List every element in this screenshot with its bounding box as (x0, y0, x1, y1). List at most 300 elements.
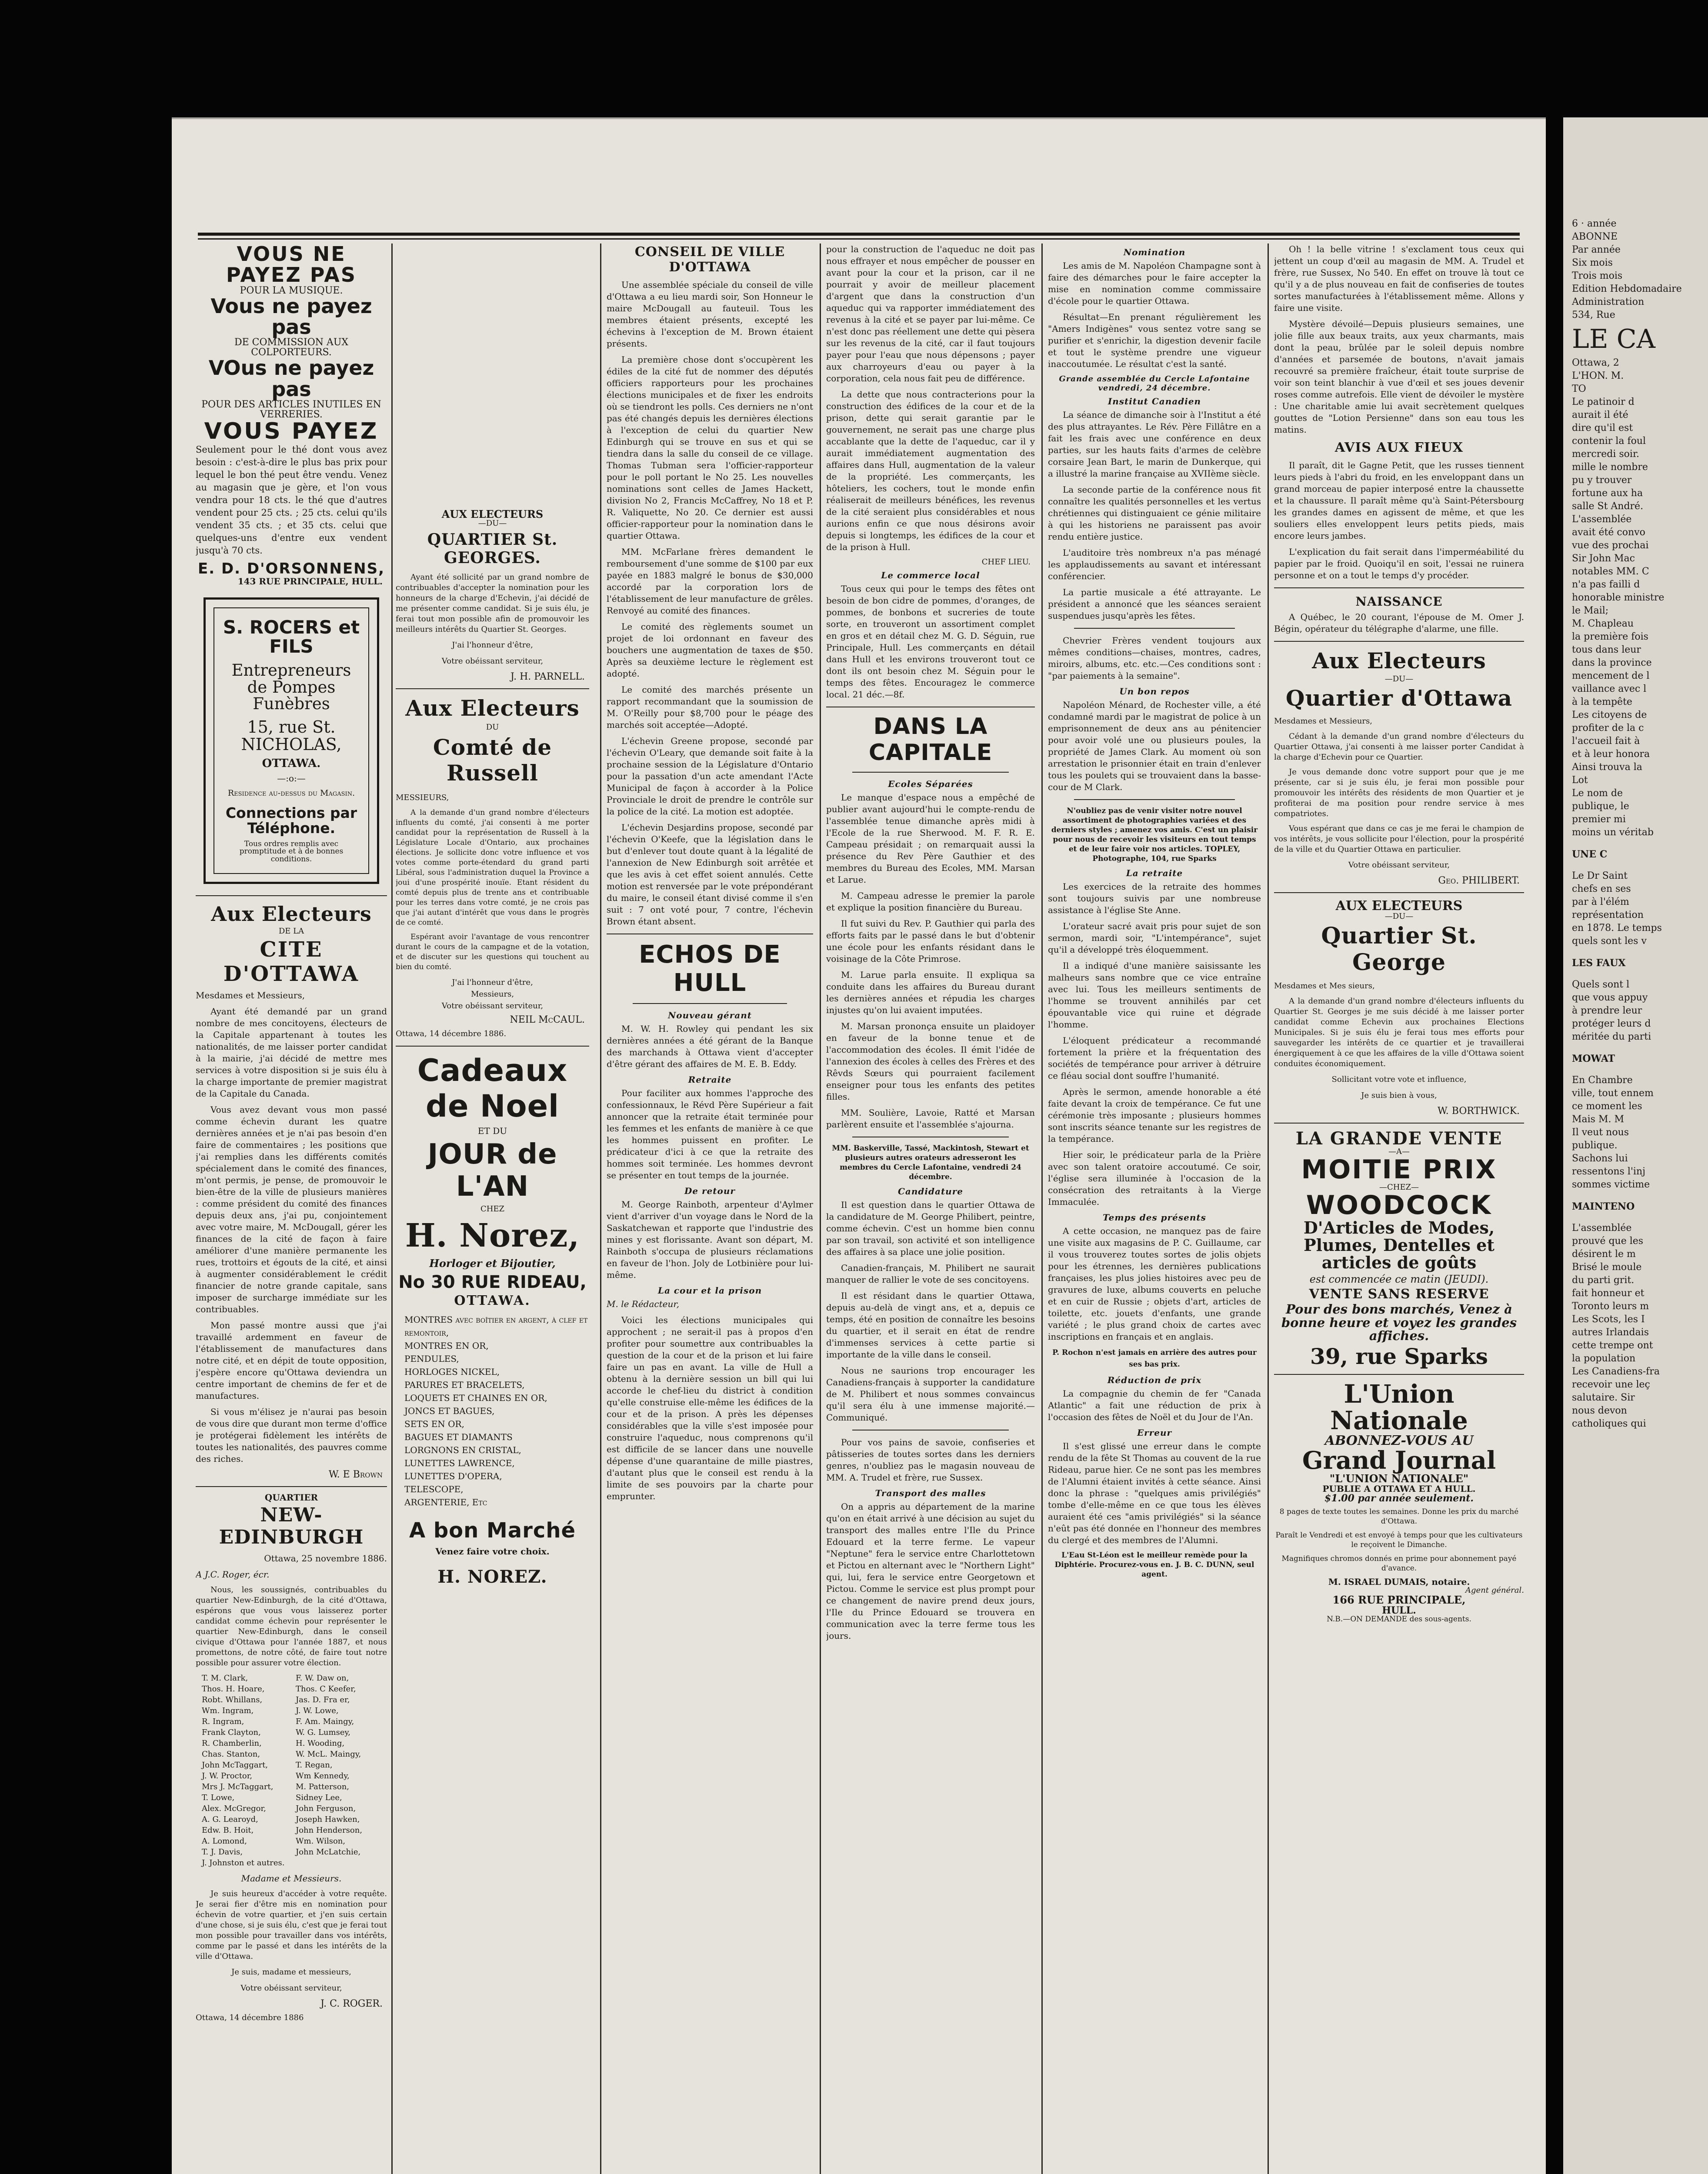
adjacent-page-line: publique, le (1572, 801, 1629, 812)
adjacent-page-line: Il veut nous (1572, 1127, 1629, 1138)
divider (1274, 1374, 1524, 1375)
ad-trade: Horloger et Bijoutier, (429, 1257, 556, 1270)
ad-subline: CHEZ (480, 1204, 505, 1214)
new-edinburgh-notice (196, 1493, 387, 2024)
paragraph: Il fut suivi du Rev. P. Gauthier qui parla des efforts faits par le passé dans le but d'obtenir une école pour les enfants résidant dans le voisinage de la Côte Primrose. (826, 918, 1035, 964)
ad-title: JOUR de L'AN (427, 1138, 557, 1203)
adjacent-page-line: dans la province (1572, 657, 1652, 668)
subheading: Candidature (898, 1186, 963, 1197)
paragraph: Tous ceux qui pour le temps des fêtes ont besoin de bon cidre de pommes, d'oranges, de pommes, de bonbons et sucreries de toute sorte, en trouveront un assortiment complet en gros et en détail chez M. G. D. Séguin, rue Principale, Hull. Les commerçants en détail dans Hull et les environs trouveront tout ce dont ils ont besoin chez M. Séguin pour le temps des fêtes. Encouragez le commerce local. 21 déc.—8f. (826, 584, 1035, 700)
philibert-notice (1274, 648, 1524, 886)
notice-title: Quartier d'Ottawa (1285, 685, 1513, 711)
subheading: Réduction de prix (1107, 1375, 1202, 1385)
adjacent-page-line: catholiques qui (1572, 1418, 1646, 1429)
header-rule (198, 233, 1520, 240)
adjacent-page-line: ce moment les (1572, 1101, 1642, 1112)
signatory-name: W. G. Lumsey, (296, 1727, 350, 1737)
paragraph: La partie musicale a été attrayante. Le président a annoncé que les séances seraient suspendues jusqu'après les fêtes. (1048, 587, 1261, 621)
adjacent-page-line: Ainsi trouva la (1572, 762, 1642, 773)
paragraph: Il paraît, dit le Gagne Petit, que les russes tiennent leurs pieds à l'abri du froid, en les enveloppant dans un grand morceau de papier interposé entre la chaussette et la chaussure. Il paraît même qu'à Saint-Pétersbourg les grandes dames en agissent de même, et que les souliers elles enveloppent leurs petits pieds, mais encore leurs jambes. (1274, 460, 1524, 541)
subheading: Grande assemblée du Cercle Lafontaine vendredi, 24 décembre. (1059, 374, 1250, 393)
notice-subheading: DU (486, 723, 499, 732)
ad-footnote: N.B.—ON DEMANDE des sous-agents. (1327, 1614, 1471, 1624)
divider (1274, 641, 1524, 642)
ad-item: PARURES ET BRACELETS, (404, 1379, 525, 1390)
date: Ottawa, 14 décembre 1886. (396, 1029, 507, 1038)
signature: Geo. PHILIBERT. (1438, 875, 1520, 886)
adjacent-page-line: Les Scots, les I (1572, 1314, 1645, 1325)
signatory-name: A. Lomond, (202, 1836, 247, 1846)
ad-item: LUNETTES LAWRENCE, (404, 1457, 515, 1468)
adjacent-page-line: Le patinoir d (1572, 397, 1635, 407)
paragraph: Résultat—En prenant régulièrement les "Amers Indigènes" vous sentez votre sang se purifier et s'enrichir, la digestion devenir facile et tout le système prendre une vigueur inaccoutumée. Le résultat c'est la santé. (1048, 312, 1261, 369)
column-rule (1041, 243, 1043, 2174)
paragraph: Nous ne saurions trop encourager les Canadiens-français à supporter la candidature de M. Philibert et nous sommes convaincus qu'il sera élu à une immense majorité.—Communiqué. (826, 1365, 1035, 1423)
paragraph: Il est question dans le quartier Ottawa de la candidature de M. George Philibert, peintre, comme échevin. C'est un homme bien connu par son travail, son activité et son intelligence des affaires à sa place une jolie position. (826, 1200, 1035, 1257)
signatory-name: T. Regan, (296, 1760, 333, 1770)
signature: J. H. PARNELL. (510, 671, 585, 683)
ad-headline: VOus ne payez pas (208, 356, 374, 401)
signatory-name: Mrs J. McTaggart, (202, 1782, 274, 1791)
adjacent-page-line: Sachons lui (1572, 1153, 1628, 1164)
date: Ottawa, 14 décembre 1886 (196, 2013, 304, 2022)
subheading: Erreur (1137, 1427, 1172, 1438)
salutation: Mesdames et Mes sieurs, (1274, 981, 1375, 991)
adjacent-page-edge (1563, 117, 1708, 2174)
tea-advertisement (196, 243, 387, 586)
adjacent-page-line: Les citoyens de (1572, 710, 1647, 720)
funeral-firm-name: S. ROCERS et FILS (223, 616, 360, 657)
paragraph: Ayant été demandé par un grand nombre de mes concitoyens, électeurs de la Capitale appartenant à toutes les nationalités, de me laisser porter candidat à la mairie, j'ai décidé de mettre mes services à votre disposition si je suis élu à la charge importante de premier magistrat de la Capitale du Canada. (196, 1006, 387, 1099)
adjacent-page-line: En Chambre (1572, 1075, 1633, 1086)
addressee: M. le Rédacteur, (607, 1299, 680, 1309)
adjacent-page-line: MOWAT (1572, 1053, 1615, 1064)
adjacent-page-line: salle St André. (1572, 501, 1644, 512)
paragraph: L'échevin Greene propose, secondé par l'échevin O'Leary, que demande soit faite à la prochaine session de la Législature d'Ontario pour la passation d'un acte amendant l'Acte Municipal de façon à accorder à la Police Provinciale le droit de prendre le contrôle sur la police de la cité. La motion est adoptée. (607, 736, 813, 817)
ad-item: MONTRES avec boîtier en argent, à clef et remontoir, (404, 1314, 588, 1338)
ad-address: 39, rue Sparks (1310, 1343, 1488, 1369)
ad-item: LORGNONS EN CRISTAL, (404, 1444, 521, 1455)
section-headline: ECHOS DE HULL (639, 940, 781, 997)
adjacent-page-line: L'assemblée (1572, 514, 1632, 525)
adjacent-page-line: 534, Rue (1572, 310, 1615, 320)
adjacent-page-line: par à l'élém (1572, 897, 1629, 907)
paragraph: Il est résidant dans le quartier Ottawa, depuis au-delà de vingt ans, et a, depuis ce temps, été en position de connaître les besoins du quartier, et il serait en état de rendre d'immenses services à cette partie si importante de la ville dans le conseil. (826, 1290, 1035, 1360)
signatory-name: F. Am. Maingy, (296, 1717, 354, 1726)
adjacent-page-line: Lot (1572, 775, 1588, 786)
notice-heading: Aux Electeurs (405, 695, 580, 721)
subheading: Un bon repos (1119, 686, 1190, 697)
adjacent-page-line: L'HON. M. (1572, 370, 1624, 381)
paragraph: On a appris au département de la marine qu'on en était arrivé à une décision au sujet du transport des malles entre l'Ile du Prince Edouard et la terre ferme. Le vapeur "Neptune" fera le service entre Charlottetown et Pictou en alternant avec le "Northern Light" qui, lui, fera le service entre Georgetown et Pictou. Comme le service est plus prompt pour ce changement de navire prend deux jours, l'Ile du Prince Edouard se trouvera en communication avec la terre ferme tous les jours. (826, 1501, 1035, 1641)
ad-subline: ET DU (477, 1125, 507, 1136)
paragraph: La dette que nous contracterions pour la construction des édifices de la cour et de la prison, dette qui serait garantie par le gouvernement, ne serait pas une charge plus accablante que la dette de l'aqueduc, car il y aurait immédiatement augmentation des affaires dans Hull, augmentation de la valeur de la propriété. Les commerçants, les hôteliers, les cochers, tout le monde enfin réaliserait de meilleurs bénéfices, les revenus de la cité seraient plus considérables et nous aurions enfin ce que nous désirons avoir depuis si longtemps, les édifices de la cour et de la prison à Hull. (826, 389, 1035, 552)
agent-city: HULL. (1382, 1604, 1416, 1616)
paragraph: Il s'est glissé une erreur dans le compte rendu de la fête St Thomas au couvent de la rue Rideau, parue hier. Ce ne sont pas les membres de l'Alumni étaient invités à cette séance. Ainsi donc la phrase : "quelques amis privilégiés" tombe d'elle-même en ce que tous les élèves auraient été ces "amis privilégiés" si la séance n'eût pas été donnée en l'honneur des membres du clergé et des membres de l'Alumni. (1048, 1441, 1261, 1545)
signatory-name: Alex. McGregor, (202, 1804, 266, 1813)
divider (1074, 799, 1235, 800)
adjacent-page-line: Edition Hebdomadaire (1572, 283, 1682, 294)
column-rule (820, 243, 821, 2174)
adjacent-page-line: premier mi (1572, 814, 1626, 825)
divider (1274, 1123, 1524, 1124)
ad-headline: MOITIE PRIX (1301, 1154, 1497, 1185)
ad-tagline: Venez faire votre choix. (435, 1546, 550, 1557)
ad-headline: VOUS PAYEZ (204, 418, 379, 445)
paragraph: Une assemblée spéciale du conseil de ville d'Ottawa a eu lieu mardi soir, Son Honneur le maire McDougall au fauteuil. Tous les membres étaient présents, excepté les échevins à l'exception de M. Brown étaient présents. (607, 280, 813, 349)
paragraph: Chevrier Frères vendent toujours aux mêmes conditions—chaises, montres, cadres, miroirs, albums, etc. etc.—Ces conditions sont : "par paiements à la semaine". (1048, 635, 1261, 681)
ad-subline: PUBLIE A OTTAWA ET A HULL. (1322, 1483, 1476, 1494)
article-headline: AVIS AUX FIEUX (1334, 440, 1464, 455)
ad-subline: POUR DES ARTICLES INUTILES EN VERRERIES. (201, 399, 381, 420)
paragraph: M. Larue parla ensuite. Il expliqua sa conduite dans les affaires du Bureau durant les dernières années et répudia les charges injustes qu'on lui avaient imputées. (826, 970, 1035, 1015)
paragraph: L'orateur sacré avait pris pour sujet de son sermon, mardi soir, "L'intempérance", sujet qu'il a développé très éloquemment. (1048, 921, 1261, 955)
paragraph: Nous, les soussignés, contribuables du quartier New-Edinburgh, de la cité d'Ottawa, espérons que vous vous laisserez porter candidat comme échevin pour représenter le quartier New-Edinburgh, dans le conseil civique d'Ottawa pour l'année 1887, et nous promettons, de notre côté, de faire tout notre possible pour assurer votre élection. (196, 1585, 387, 1667)
adjacent-page-line: L'assemblée (1572, 1223, 1632, 1234)
adjacent-page-line: Brisé le moule (1572, 1262, 1642, 1273)
funeral-note: Tous ordres remplis avec promptitude et à de bonnes conditions. (239, 839, 344, 864)
paragraph: Espérant avoir l'avantage de vous rencontrer durant le cours de la campagne et de la votation, et de discuter sur les questions qui touchent au bien du comté. (396, 932, 589, 971)
ad-subline: POUR LA MUSIQUE. (240, 285, 343, 296)
ad-subline: DE COMMISSION AUX COLPORTEURS. (234, 337, 349, 358)
signatory-name: John Ferguson, (296, 1804, 356, 1813)
subheading: Nouveau gérant (668, 1010, 752, 1020)
paragraph: Si vous m'élisez je n'aurai pas besoin de vous dire que durant mon terme d'office je protégerai fidèlement les intérêts de toutes les nationalités, des pauvres comme des riches. (196, 1406, 387, 1464)
adjacent-page-line: Les Canadiens-fra (1572, 1366, 1660, 1377)
notice-title: NEW-EDINBURGH (219, 1504, 364, 1548)
column-4 (826, 243, 1035, 2174)
article-headline: CONSEIL DE VILLE D'OTTAWA (634, 244, 785, 275)
ad-subline: "L'UNION NATIONALE" (1329, 1472, 1469, 1485)
funeral-ad-inner (214, 607, 369, 874)
paragraph: L'explication du fait serait dans l'imperméabilité du papier par le froid. Quoiqu'il en soit, l'essai ne ruinera personne et on a tout le temps d'y procéder. (1274, 547, 1524, 580)
ad-item: MONTRES EN OR, (404, 1340, 489, 1351)
paragraph: Mon passé montre aussi que j'ai travaillé ardemment en faveur de l'établissement de manufactures dans notre cité, et en dépit de toute opposition, j'espère encore qu'Ottawa deviendra un centre important de chemins de fer et de manufactures. (196, 1320, 387, 1401)
paragraph: L'échevin Desjardins propose, secondé par l'échevin O'Keefe, que la législation dans le but d'enlever tout doute quant à la légalité de l'annexion de New Edinburgh soit arrêtée et que les avis à cet effet soient annulés. Cette motion est renversée par le vote prépondérant du maire, le conseil étant divisé comme il s'en suit : 7 ont voté pour, 7 contre, l'échevin Brown étant absent. (607, 822, 813, 927)
column-rule (391, 243, 393, 2174)
adjacent-page-line: LES FAUX (1572, 957, 1626, 969)
ad-item: LOQUETS ET CHAINES EN OR, (404, 1392, 547, 1403)
ad-address: No 30 RUE RIDEAU, (398, 1272, 587, 1293)
adjacent-page-line: notables MM. C (1572, 566, 1649, 577)
ad-headline: VOUS NE PAYEZ PAS (226, 243, 357, 287)
signatory-name: W. McL. Maingy, (296, 1749, 361, 1759)
ad-headline: Vous ne payez pas (210, 294, 372, 339)
signatory-name: Robt. Whillans, (202, 1695, 263, 1704)
column-2 (396, 243, 589, 2174)
adjacent-page-line: Trois mois (1572, 270, 1623, 281)
notice-heading: Aux Electeurs (1312, 648, 1486, 674)
agent-address: 166 RUE PRINCIPALE, (1332, 1594, 1466, 1607)
paragraph: MM. Soulière, Lavoie, Ratté et Marsan parlèrent ensuite et l'assemblée s'ajourna. (826, 1107, 1035, 1130)
paragraph: Les exercices de la retraite des hommes sont toujours suivis par une nombreuse assistance à l'église Ste Anne. (1048, 881, 1261, 915)
signatory-name: Frank Clayton, (202, 1727, 261, 1737)
signatory-name: Wm. Wilson, (296, 1836, 346, 1846)
ad-subline: —A— (1388, 1147, 1410, 1157)
signatories-list (196, 1673, 387, 1868)
adjacent-page-line: Par année (1572, 244, 1621, 255)
ad-city: OTTAWA. (454, 1293, 531, 1309)
adjacent-page-line: la première fois (1572, 631, 1648, 642)
signatory-name: R. Chamberlin, (202, 1738, 262, 1748)
adjacent-page-line: publique. (1572, 1140, 1618, 1151)
adjacent-page-line: ville, tout ennem (1572, 1088, 1654, 1099)
adjacent-page-line: du parti grit. (1572, 1275, 1635, 1286)
adjacent-page-line: Six mois (1572, 257, 1613, 268)
paragraph: A Québec, le 20 courant, l'épouse de M. Omer J. Bégin, opérateur du télégraphe d'alarme, une fille. (1274, 612, 1524, 634)
adjacent-page-line: protéger leurs d (1572, 1018, 1651, 1029)
adjacent-page-line: l'accueil fait à (1572, 736, 1640, 747)
subheading: Transport des malles (875, 1488, 986, 1498)
adjacent-page-line: mercredi soir. (1572, 449, 1640, 460)
closing: J'ai l'honneur d'être, (452, 640, 533, 650)
paragraph: Vous espérant que dans ce cas je me ferai le champion de vos intérêts, je vous sollicite pour l'élection, pour la prospérité de la ville et du Quartier Ottawa en particulier. (1274, 824, 1524, 854)
signatory-name: R. Ingram, (202, 1717, 244, 1726)
paragraph: M. George Rainboth, arpenteur d'Aylmer vient d'arriver d'un voyage dans le Nord de la Saskatchewan et rapporte que l'industrie des mines y est florissante. Avant son départ, M. Rainboth s'occupa de plusieurs réclamations en faveur de l'hon. Joly de Lotbinière pour lui-même. (607, 1199, 813, 1280)
column-3 (607, 243, 813, 2174)
signature: W. E Brown (328, 1469, 383, 1480)
notice-title: Quartier St. George (1321, 923, 1477, 976)
adjacent-page-line: fait honneur et (1572, 1288, 1645, 1299)
signatory-name: J. W. Lowe, (296, 1706, 339, 1715)
adjacent-page-line: honorable ministre (1572, 592, 1665, 603)
paragraph: La première chose dont s'occupèrent les édiles de la cité fut de nommer des députés officiers rapporteurs pour les prochaines élections municipales et de fixer les endroits où se tiendront les polls. Ces derniers ne n'ont pas été changés depuis les dernières élections à l'exception de celui du quartier New Edinburgh qui se trouve en sus et qui se tiendra dans la salle du conseil de ce village. Thomas Tubman sera l'officier-rapporteur pour le poll portant le No 25. Les nouvelles nominations sont celles de James Hackett, division No 2, Francis McCaffrey, No 18 et P. R. Valiquette, No 20. Ce dernier est aussi officier-rapporteur pour la nomination dans le quartier Ottawa. (607, 354, 813, 541)
paragraph: M. W. H. Rowley qui pendant les six dernières années a été gérant de la Banque des marchands à Ottawa vient d'accepter d'être gérant des affaires de M. E. B. Eddy. (607, 1024, 813, 1069)
signatory-name: Thos. H. Hoare, (202, 1684, 265, 1694)
divider (396, 688, 589, 689)
paragraph: A la demande d'un grand nombre d'électeurs influents du Quartier St. Georges je me suis décidé à me laisser porter candidat comme Echevin aux prochaines Elections Municipales. Si je suis élu je ferai tous mes efforts pour sauvegarder les intérêts de ce quartier et je travaillerai énergiquement à ce que les affaires de la ville d'Ottawa soient conduites économiquement. (1274, 997, 1524, 1069)
ad-body: Paraît le Vendredi et est envoyé à temps pour que les cultivateurs le reçoivent le Dimanche. (1275, 1530, 1523, 1549)
signature: NEIL McCAUL. (510, 1014, 585, 1025)
funeral-trade: Entrepreneurs de Pompes Funèbres (231, 660, 351, 714)
adjacent-page-line: contenir la foul (1572, 436, 1646, 447)
signatory-name: F. W. Daw on, (296, 1673, 349, 1683)
subheading: Nomination (1123, 247, 1186, 257)
divider (633, 1003, 787, 1004)
signatory-name: John McLatchie, (296, 1847, 361, 1857)
ad-subline: —CHEZ— (1379, 1183, 1419, 1192)
ad-item: LUNETTES D'OPERA, (404, 1470, 502, 1481)
subheading: Temps des présents (1103, 1212, 1206, 1223)
paragraph: La seconde partie de la conférence nous fit connaître les qualités personnelles et les vertus chrétiennes qui distinguaient ce génie militaire à qui les historiens ne paraissent pas avoir rendu entière justice. (1048, 484, 1261, 542)
paragraph: Les amis de M. Napoléon Champagne sont à faire des démarches pour le faire accepter la mise en nomination comme commissaire d'école pour le quartier Ottawa. (1048, 260, 1261, 306)
closing: Votre obéissant serviteur, (1348, 860, 1450, 870)
divider (1274, 892, 1524, 893)
paragraph: La compagnie du chemin de fer "Canada Atlantic" a fait une réduction de prix à l'occasion des fêtes de Noël et du Jour de l'An. (1048, 1388, 1261, 1422)
adjacent-page-line: le Mail; (1572, 605, 1609, 616)
ad-item: SETS EN OR, (404, 1418, 464, 1429)
signatory-name: Edw. B. Hoit, (202, 1825, 254, 1835)
union-nationale-advertisement (1274, 1381, 1524, 1623)
adjacent-page-line: Le nom de (1572, 788, 1623, 799)
closing: J'ai l'honneur d'être, (452, 977, 533, 987)
adjacent-page-line: représentation (1572, 910, 1644, 920)
adjacent-page-line: M. Chapleau (1572, 618, 1634, 629)
adjacent-page-line: vue des prochai (1572, 540, 1649, 551)
paragraph: Ayant été sollicité par un grand nombre de contribuables d'accepter la nomination pour les honneurs de la charge d'Echevin, j'ai décidé de me présenter comme candidat. Si je suis élu, je ferai tout mon possible afin de promouvoir les meilleurs intérêts du Quartier St. Georges. (396, 573, 589, 634)
signatory-name: John Henderson, (296, 1825, 363, 1835)
signature: J. C. ROGER. (320, 1998, 383, 2009)
column-5 (1048, 243, 1261, 2174)
paragraph: Je suis heureux d'accéder à votre requête. Je serai fier d'être mis en nomination pour échevin de votre quartier, et j'en suis certain d'une chose, si je suis élu, c'est que je ferai tout mon possible pour travailler dans vos intérêts, comme par le passé et dans les intérêts de la ville d'Ottawa. (196, 1889, 387, 1961)
signature: W. BORTHWICK. (1438, 1106, 1520, 1117)
ad-body: est commencée ce matin (JEUDI). (1309, 1273, 1489, 1285)
closing: Votre obéissant serviteur, (441, 1001, 544, 1010)
subheading: Institut Canadien (1108, 396, 1201, 407)
ad-item-list (396, 1313, 589, 1509)
paragraph: Canadien-français, M. Philibert ne saurait manquer de rallier le vote de ses concitoyens. (826, 1263, 1035, 1285)
signatory-name: Wm. Ingram, (202, 1706, 254, 1715)
paragraph: A la demande d'un grand nombre d'électeurs influents du comté, j'ai consenti à me porter candidat pour la représentation de Russell à la Législature Locale d'Ontario, aux prochaines élections. Je sollicite donc votre influence et vos votes comme porte-étendard du grand parti Libéral, sous l'administration duquel la Province a joui d'une prospérité inouïe. Etant résident du comté depuis plus de trente ans et contribuable pour les terres dans votre comté, je ne crois pas que j'ai autant d'intérêt que vous dans le progrès de ce comté. (396, 808, 589, 927)
section-headline: DANS LA CAPITALE (868, 714, 993, 766)
notice-subheading: —DU— (1384, 674, 1414, 684)
closing: Sollicitant votre vote et influence, (1331, 1075, 1467, 1084)
signatory-name: Thos. C Keefer, (296, 1684, 356, 1694)
adjacent-page-line: vaillance avec l (1572, 684, 1647, 694)
ad-body: Seulement pour le thé dont vous avez besoin : c'est-à-dire le plus bas prix pour lequel le bon thé peut être vendu. Venez au magasin que je gère, et l'on vous vendra pour 18 cts. le thé que d'autres vendent pour 25 cts. ; 25 cts. celui qu'ils vendent 35 cts. ; et 35 cts. celui que quelques-uns d'entre eux vendent jusqu'à 70 cts. (196, 444, 387, 556)
closing: Votre obéissant serviteur, (240, 1983, 342, 1993)
signatory-name: T. M. Clark, (202, 1673, 248, 1683)
adjacent-page-line: cette trempe ont (1572, 1340, 1653, 1351)
adjacent-page-line: LE CA (1572, 324, 1655, 354)
ad-subline: $1.00 par année seulement. (1324, 1492, 1474, 1504)
signatory-name: Wm Kennedy, (296, 1771, 350, 1781)
ad-headline: LA GRANDE VENTE (1295, 1128, 1503, 1149)
signatory-name: John McTaggart, (202, 1760, 268, 1770)
ad-body: D'Articles de Modes, Plumes, Dentelles et articles de goûts (1303, 1218, 1495, 1272)
ad-title: Cadeaux de Noel (417, 1052, 568, 1124)
funeral-separator: —:o:— (277, 773, 306, 784)
notice-subheading: —DU— (478, 519, 507, 528)
divider (396, 1046, 589, 1047)
ad-item: ARGENTERIE, Etc (404, 1497, 487, 1507)
salutation: MESSIEURS, (396, 793, 449, 802)
paragraph: MM. McFarlane frères demandent le remboursement d'une somme de $100 par eux payée en 1883 malgré le bonus de $30,000 accordé par la corporation lors de l'établissement de leur manufacture de grêles. Renvoyé au comité des finances. (607, 547, 813, 616)
ad-item: BAGUES ET DIAMANTS (404, 1431, 513, 1442)
paragraph: Le comité des règlements soumet un projet de loi ordonnant en faveur des bouchers une augmentation de taxes de $50. Après sa deuxième lecture le règlement est adopté. (607, 621, 813, 679)
funeral-phone: Connections par Téléphone. (225, 804, 357, 837)
ad-subline: ABONNEZ-VOUS AU (1324, 1433, 1474, 1449)
paragraph: Pour faciliter aux hommes l'approche des confessionnaux, le Révd Père Supérieur a fait annoncer que la retraite était terminée pour les femmes et les enfants de manière à ce que les hommes puissent en profiter. Le prédicateur d'ici à ce que la retraite des hommes soit terminée. Les hommes devront se présenter en tout temps de la journée. (607, 1088, 813, 1180)
merchant-name: E. D. D'ORSONNENS, (197, 560, 385, 577)
adjacent-page-line: fortune aux ha (1572, 488, 1643, 499)
paragraph: Mystère dévoilé—Depuis plusieurs semaines, une jolie fille aux beaux traits, aux yeux charmants, mais dont la peau, brûlée par le soleil depuis nombre d'années et parsemée de boutons, n'avait jamais recouvré sa première fraîcheur, était toute surprise de voir son teint blanchir à vue d'œil et ses joues devenir roses comme autrefois. Elle vient de dévoiler le mystère : Une charitable amie lui avait secrètement quelques gouttes de "Lotion Persienne" dans son eau tous les matins. (1274, 319, 1524, 435)
adjacent-page-line: mille le nombre (1572, 462, 1648, 473)
mccaul-notice (396, 695, 589, 1040)
paragraph: A cette occasion, ne manquez pas de faire une visite aux magasins de P. C. Guillaume, car il vous trouverez toutes sortes de jolis objets pour les étrennes, les dernières publications françaises, les plus jolies histoires avec peu de gravures de luxe, albums couverts en peluche et en cuir de Russie ; objets d'art, articles de toilette, etc. jouets d'enfants, une grande variété ; le plus grand choix de cartes avec inscriptions en français et en anglais. (1048, 1226, 1261, 1342)
salutation: Mesdames et Messieurs, (196, 990, 305, 1000)
divider (852, 772, 1009, 773)
paragraph: pour la construction de l'aqueduc ne doit pas nous effrayer et nous empêcher de pousser en avant pour la cour et la prison, car il ne pourrait y avoir de meilleur placement d'argent que dans la construction d'un aqueduc qui va rapporter immédiatement des revenus à la cité et se payer par lui-même. Ce n'est donc pas réellement une dette qui pèsera sur les revenus de la cité, car il faut toujours payer pour l'eau que nous dépensons ; payer aux charroyeurs d'eau ou payer à la corporation, cela nous fait peu de différence. (826, 244, 1035, 383)
adjacent-page-line: ABONNE (1572, 231, 1618, 242)
funeral-residence: Residence au-dessus du Magasin. (227, 788, 355, 798)
column-6 (1274, 243, 1524, 2174)
subheading: La retraite (1126, 868, 1183, 878)
dateline: Ottawa, 25 novembre 1886. (264, 1553, 387, 1564)
notice-subheading: —DU— (1384, 912, 1414, 921)
notice-title: QUARTIER St. GEORGES. (427, 530, 558, 567)
ad-merchant: H. Norez, (405, 1217, 580, 1254)
adjacent-page-line: et à leur honora (1572, 749, 1650, 760)
ad-merchant: WOODCOCK (1306, 1190, 1492, 1221)
parnell-notice (396, 509, 589, 682)
adjacent-page-line: mencement de l (1572, 670, 1650, 681)
adjacent-page-line: Le Dr Saint (1572, 870, 1628, 881)
woodcock-advertisement (1274, 1130, 1524, 1368)
brown-electoral-notice (196, 902, 387, 1480)
norez-advertisement (396, 1053, 589, 1587)
adjacent-page-line: aurait il été (1572, 410, 1628, 420)
adjacent-page-line: dire qu'il est (1572, 423, 1633, 433)
adjacent-page-line: Quels sont l (1572, 979, 1630, 990)
ad-item: TELESCOPE, (404, 1484, 464, 1494)
adjacent-page-line: Toronto leurs m (1572, 1301, 1649, 1312)
paragraph: Oh ! la belle vitrine ! s'exclament tous ceux qui jettent un coup d'œil au magasin de MM. A. Trudel et frère, rue Sussex, No 540. En effet on trouve là tout ce qu'il y a de plus nouveau en fait de confiseries de toutes sortes manufacturées à l'établissement même. Allons y faire une visite. (1274, 244, 1524, 313)
addressee: A J.C. Roger, écr. (196, 1569, 270, 1580)
adjacent-page-line: avait été convo (1572, 527, 1645, 538)
merchant-address: 143 RUE PRINCIPALE, HULL. (237, 576, 383, 587)
adjacent-page-line: moins un véritab (1572, 827, 1654, 838)
adjacent-page-line: en 1878. Le temps (1572, 923, 1662, 934)
divider (1074, 628, 1235, 629)
adjacent-page-line: UNE C (1572, 849, 1608, 860)
paragraph: Cédant à la demande d'un grand nombre d'électeurs du Quartier Ottawa, j'ai consenti à me laisser porter Candidat à la charge d'Echevin pour ce Quartier. (1274, 731, 1524, 762)
signatory-name: T. J. Davis, (202, 1847, 243, 1857)
ad-headline: VENTE SANS RESERVE (1309, 1286, 1489, 1302)
adjacent-page-line: Mais M. M (1572, 1114, 1625, 1125)
adjacent-page-line: sommes victime (1572, 1179, 1650, 1190)
closing: Je suis, madame et messieurs, (231, 1967, 351, 1977)
funeral-city: OTTAWA. (262, 757, 321, 770)
closing: Messieurs, (470, 989, 514, 999)
ad-headline: Grand Journal (1302, 1446, 1496, 1475)
funeral-street: 15, rue St. NICHOLAS, (241, 717, 342, 754)
adjacent-page-line: nous devon (1572, 1405, 1627, 1416)
paragraph: Il a indiqué d'une manière saisissante les malheurs sans nombre que ce vice entraîne avec lui. Tous les meilleurs sentiments de l'homme se trouvent annihilés par cet épouvantable vice qui ruine et dégrade l'homme. (1048, 960, 1261, 1030)
ad-slogan: A bon Marché (409, 1518, 576, 1543)
adjacent-page-line: tous dans leur (1572, 644, 1641, 655)
signatory-name: J. W. Proctor, (202, 1771, 253, 1781)
adjacent-page-line: Sir John Mac (1572, 553, 1635, 564)
adjacent-page-line: Administration (1572, 297, 1645, 307)
adjacent-page-line: pu y trouver (1572, 475, 1632, 486)
notice: N'oubliez pas de venir visiter notre nouvel assortiment de photographies variées et des derniers styles ; amenez vos amis. C'est un plaisir pour nous de recevoir les visiteurs en tout temps et de leur faire voir nos articles. TOPLEY, Photographe, 104, rue Sparks (1051, 807, 1258, 863)
paragraph: Le manque d'espace nous a empêché de publier avant aujourd'hui le compte-rendu de l'assemblée tenue dimanche après midi à l'Ecole de la rue Sherwood. M. F. R. E. Campeau présidait ; on remarquait aussi la présence du Rev Père Gauthier et des membres du Bureau des Ecoles, MM. Marsan et Larue. (826, 792, 1035, 885)
paragraph: M. Marsan prononça ensuite un plaidoyer en faveur de la bonne tenue et de l'accommodation des écoles. Il émit l'idée de l'annexion des écoles à celles des Frères et des Rêvds Sœurs qui pourraient facilement enseigner pour tous les enfants des petites filles. (826, 1021, 1035, 1102)
signatory-name: M. Patterson, (296, 1782, 350, 1791)
signature: CHEF LIEU. (981, 557, 1031, 567)
divider (196, 1486, 387, 1487)
adjacent-page-line: à la tempête (1572, 697, 1632, 707)
adjacent-page-line: autres Irlandais (1572, 1327, 1649, 1338)
notice: MM. Baskerville, Tassé, Mackintosh, Stewart et plusieurs autres orateurs adresseront les membres du Cercle Lafontaine, vendredi 24 décembre. (832, 1144, 1029, 1181)
adjacent-page-line: recevoir une leç (1572, 1379, 1650, 1390)
paragraph: L'éloquent prédicateur a recommandé fortement la prière et la fréquentation des sociétés de tempérance pour arriver à détruire ce fléau social dont souffre l'humanité. (1048, 1035, 1261, 1081)
paragraph: Pour vos pains de savoie, confiseries et pâtisseries de toutes sortes dans les derniers genres, n'oubliez pas le magasin nouveau de MM. A. Trudel et frère, rue Sussex. (826, 1437, 1035, 1483)
paragraph: Après le sermon, amende honorable a été faite devant la croix de tempérance. Ce fut une cérémonie très imposante ; plusieurs hommes sont inscrits séance tenante sur les registres de la tempérance. (1048, 1087, 1261, 1144)
paragraph: M. Campeau adresse le premier la parole et explique la position financière du Bureau. (826, 890, 1035, 913)
subheading: La cour et la prison (657, 1285, 762, 1296)
funeral-advertisement (203, 597, 379, 884)
column-rule (600, 243, 601, 2174)
subheading: Le commerce local (881, 570, 980, 580)
adjacent-page-line: ressentons l'inj (1572, 1166, 1645, 1177)
signatory-name: J. Johnston et autres. (202, 1858, 285, 1867)
paragraph: Le comité des marchés présente un rapport recommandant que la soumission de M. O'Reilly pour $8,700 pour le péage des marchés soit acceptée—Adopté. (607, 684, 813, 730)
paragraph: Vous avez devant vous mon passé comme échevin durant les quatre dernières années et je n'ai pas besoin d'en faire de commentaires ; les positions que j'ai remplies dans les différents comités spécialement dans le comité des finances, m'ont permis, je pense, de promouvoir le bien-être de la ville de plusieurs manières : comme président du comité des finances depuis deux ans, j'ai pu, conjointement avec votre maire, M. McDougall, gérer les finances de la cité de façon à faire améliorer d'une manière permanente les rues, trottoirs et égouts de la cité, et ainsi à augmenter considérablement le crédit financier de notre grande capitale, sans imposer de surcharge immédiate sur les contribuables. (196, 1104, 387, 1314)
adjacent-page-line: profiter de la c (1572, 723, 1644, 734)
ad-item: PENDULES, (404, 1353, 459, 1364)
